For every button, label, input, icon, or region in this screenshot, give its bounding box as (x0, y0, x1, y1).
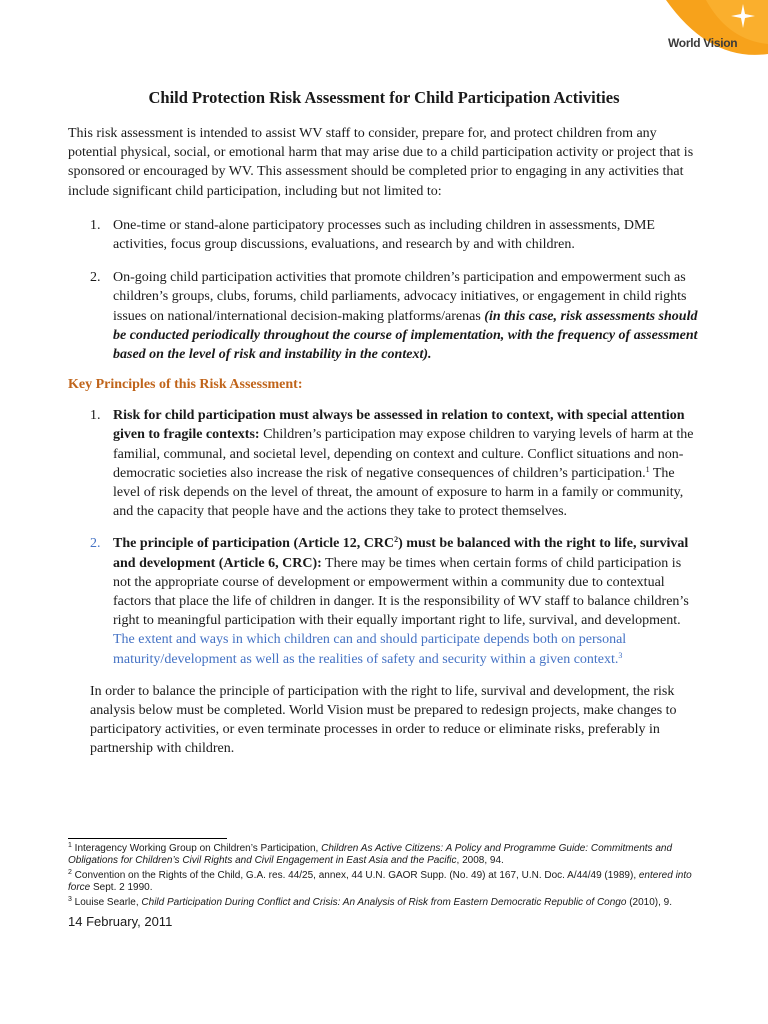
footnote-ref[interactable]: 1 (645, 464, 650, 474)
principle-text: There may be times when certain forms of child participation is not the appropriate course of development or empowerment within a community due to contextual factors that place the life of children in danger. It is the responsibility of WV staff to balance children’s right to meaningful participation with their equally important right to life, survival, and development. (113, 555, 689, 629)
principle-item (68, 534, 700, 668)
footnote-number: 3 (68, 895, 72, 903)
footnote-separator (68, 838, 227, 839)
world-vision-logo-swoosh (658, 0, 768, 70)
footnote (68, 897, 698, 909)
footnote-text: , 2008, 94. (456, 855, 504, 867)
principle-text-continued: The level of risk depends on the level of threat, the amount of exposure to harm in a family or community, and the capacity that people have and the actions they take to protect themselves. (113, 465, 684, 520)
footnote-text: Louise Searle, (71, 896, 142, 908)
footnote (68, 843, 698, 868)
footnote-number: 2 (68, 868, 72, 876)
footnote-number: 1 (68, 842, 72, 849)
principle-title: Risk for child participation must always be assessed in relation to context, with special attention given to fragile contexts: (113, 408, 685, 443)
list-item (68, 216, 700, 254)
footnote-text: Interagency Working Group on Children’s Participation, (71, 843, 322, 854)
footer-date: 14 February, 2011 (68, 914, 173, 929)
document-title: Child Protection Risk Assessment for Child Participation Activities (148, 88, 620, 107)
key-principles-heading: Key Principles of this Risk Assessment: (68, 377, 303, 393)
list-item-text: On-going child participation activities that promote children’s participation and empowerment such as children’s groups, clubs, forums, child parliaments, advocacy initiatives, or engagement in child rights issues on national/international decision-making platforms/arenas (113, 270, 687, 324)
principle-title: The principle of participation (Article 12, CRC (113, 536, 395, 552)
principle-item (68, 406, 700, 521)
intro-paragraph: This risk assessment is intended to assist WV staff to consider, prepare for, and protect children from any potential physical, social, or emotional harm that may arise due to a child participation activity or project that is sponsored or encouraged by WV. This assessment should be completed prior to engaging in any activities that include significant child participation, including but not limited to: (68, 126, 694, 199)
footnote-text: Sept. 2 1990. (90, 882, 153, 894)
closing-paragraph: In order to balance the principle of participation with the right to life, survival and development, the risk analysis below must be completed. World Vision must be prepared to redesign projects, make changes to participatory activities, or even terminate processes in order to reduce or eliminate risks, preferably in partnership with children. (90, 683, 677, 757)
footnote (68, 870, 698, 895)
list-item-text: One-time or stand-alone participatory processes such as including children in assessments, DME activities, focus group discussions, evaluations, and research by and with children. (113, 217, 655, 253)
list-item-emphasis: (in this case, risk assessments should be conducted periodically throughout the course of implementation, with the frequency of assessment based on the level of risk and instability in the context). (113, 308, 698, 363)
list-item (68, 268, 700, 364)
world-vision-logo-text: World Vision (668, 36, 738, 50)
footnote-ref[interactable]: 2 (394, 535, 399, 545)
principle-title-continued: ) must be balanced with the right to life, survival and development (Article 6, CRC): (113, 536, 689, 571)
list-number: 2. (90, 270, 101, 286)
footnote-title: entered into force (68, 869, 692, 894)
footnote-text: (2010), 9. (626, 896, 673, 908)
footnote-title: Children As Active Citizens: A Policy and Programme Guide: Commitments and Obligations for Children’s Civil Rights and Civil Engagement in East Asia and the Pacific (68, 843, 672, 867)
footnote-title: Child Participation During Conflict and Crisis: An Analysis of Risk from Eastern Democratic Republic of Congo (141, 896, 627, 908)
document-body (68, 124, 700, 759)
footnotes (68, 843, 698, 911)
activity-list (68, 216, 700, 364)
list-number: 1. (90, 217, 101, 233)
list-number: 2. (90, 536, 101, 552)
principles-list (68, 406, 700, 669)
principle-text: Children’s participation may expose children to varying levels of harm at the familial, communal, and societal level, depending on context and culture. Conflict situations and non-democratic societies also increase the risk of negative consequences of children’s participation. (113, 427, 694, 481)
footnote-ref[interactable]: 3 (618, 650, 623, 660)
list-number: 1. (90, 408, 101, 424)
principle-highlighted-text: The extent and ways in which children can and should participate depends both on personal maturity/development as well as the realities of safety and security within a given context. (113, 632, 627, 667)
footnote-text: Convention on the Rights of the Child, G.A. res. 44/25, annex, 44 U.N. GAOR Supp. (No. 49) at 167, U.N. Doc. A/44/49 (1989), (71, 869, 639, 881)
